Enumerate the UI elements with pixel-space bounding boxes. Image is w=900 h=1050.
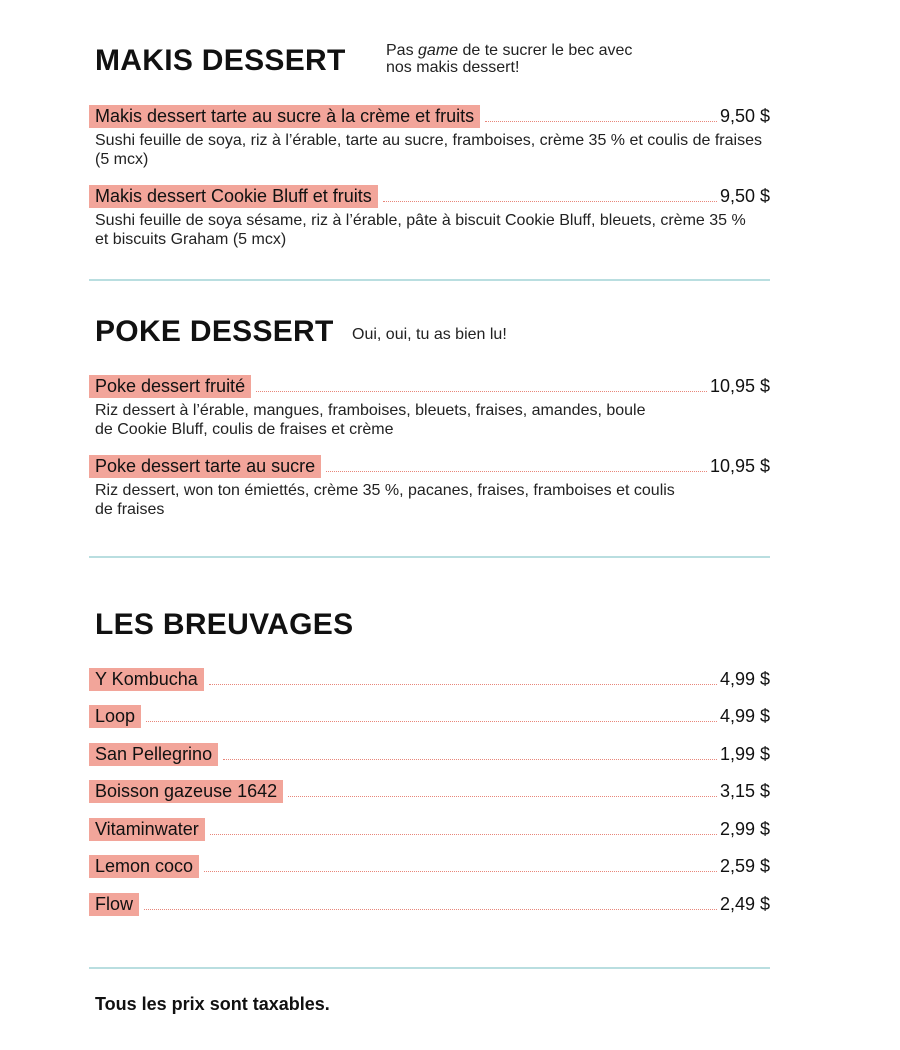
dotted-leader [485, 121, 717, 122]
drink-price: 3,15 $ [719, 781, 770, 801]
menu-item-description: Sushi feuille de soya sésame, riz à l’érable, pâte à biscuit Cookie Bluff, bleuets, crème 35 % et biscuits Graham (5 mcx) [95, 212, 746, 248]
drink-row [89, 668, 770, 691]
dotted-leader [210, 834, 717, 835]
poke-dessert-tagline: Oui, oui, tu as bien lu! [352, 326, 507, 343]
dotted-leader [223, 759, 717, 760]
description-line: de fraises [95, 501, 165, 518]
menu-item-price: 9,50 $ [719, 106, 770, 126]
menu-item [89, 105, 770, 169]
breuvages-section [89, 608, 770, 928]
dotted-leader [256, 391, 707, 392]
drink-name: San Pellegrino [89, 743, 218, 766]
drink-item [89, 780, 770, 803]
drink-row [89, 855, 770, 878]
poke-dessert-section [89, 315, 770, 535]
description-line: Riz dessert à l’érable, mangues, framboises, bleuets, fraises, amandes, boule [95, 402, 646, 419]
menu-item-description [95, 401, 765, 439]
description-line: de Cookie Bluff, coulis de fraises et crème [95, 421, 394, 438]
drink-item [89, 743, 770, 766]
dotted-leader [209, 684, 717, 685]
makis-dessert-title: MAKIS DESSERT [95, 44, 346, 77]
drink-name: Loop [89, 705, 141, 728]
drink-row [89, 893, 770, 916]
menu-item [89, 185, 770, 249]
drink-item [89, 668, 770, 691]
drink-name: Lemon coco [89, 855, 199, 878]
drink-name: Vitaminwater [89, 818, 205, 841]
menu-item-price: 10,95 $ [709, 456, 770, 476]
menu-item-name: Poke dessert fruité [89, 375, 251, 398]
drink-item [89, 818, 770, 841]
drink-price: 2,59 $ [719, 856, 770, 876]
dotted-leader [146, 721, 717, 722]
taxes-note: Tous les prix sont taxables. [95, 994, 330, 1014]
drink-name: Y Kombucha [89, 668, 204, 691]
tagline-part: de te sucrer le bec avec [458, 42, 633, 59]
drink-price: 4,99 $ [719, 706, 770, 726]
drink-price: 4,99 $ [719, 669, 770, 689]
makis-dessert-section [89, 44, 770, 264]
menu-item-name: Poke dessert tarte au sucre [89, 455, 321, 478]
section-divider [89, 556, 770, 558]
section-divider [89, 279, 770, 281]
menu-item-description [95, 481, 765, 519]
menu-item-description: Sushi feuille de soya, riz à l’érable, tarte au sucre, framboises, crème 35 % et coulis de fraises (5 mcx) [95, 132, 762, 168]
drink-row [89, 818, 770, 841]
menu-item [89, 375, 770, 439]
menu-item-row [89, 375, 770, 398]
description-line: Riz dessert, won ton émiettés, crème 35 %, pacanes, fraises, framboises et coulis [95, 482, 675, 499]
menu-item [89, 455, 770, 519]
drink-name: Boisson gazeuse 1642 [89, 780, 283, 803]
drink-price: 1,99 $ [719, 744, 770, 764]
breuvages-title: LES BREUVAGES [95, 608, 354, 641]
drink-price: 2,49 $ [719, 894, 770, 914]
drink-price: 2,99 $ [719, 819, 770, 839]
menu-item-name: Makis dessert Cookie Bluff et fruits [89, 185, 378, 208]
menu-item-price: 10,95 $ [709, 376, 770, 396]
section-divider [89, 967, 770, 969]
drink-row [89, 743, 770, 766]
drink-row [89, 780, 770, 803]
menu-item-name: Makis dessert tarte au sucre à la crème et fruits [89, 105, 480, 128]
poke-dessert-title: POKE DESSERT [95, 315, 334, 348]
tagline-line2: nos makis dessert! [386, 59, 520, 76]
drink-name: Flow [89, 893, 139, 916]
drink-item [89, 893, 770, 916]
dotted-leader [144, 909, 717, 910]
tagline-part: Pas [386, 42, 419, 59]
drink-item [89, 855, 770, 878]
dotted-leader [288, 796, 717, 797]
menu-item-row [89, 185, 770, 208]
makis-dessert-tagline [386, 42, 632, 76]
drink-item [89, 705, 770, 728]
dotted-leader [326, 471, 707, 472]
dotted-leader [204, 871, 717, 872]
dotted-leader [383, 201, 717, 202]
tagline-emphasis: game [418, 42, 459, 59]
menu-item-row [89, 455, 770, 478]
menu-item-row [89, 105, 770, 128]
drink-row [89, 705, 770, 728]
menu-item-price: 9,50 $ [719, 186, 770, 206]
